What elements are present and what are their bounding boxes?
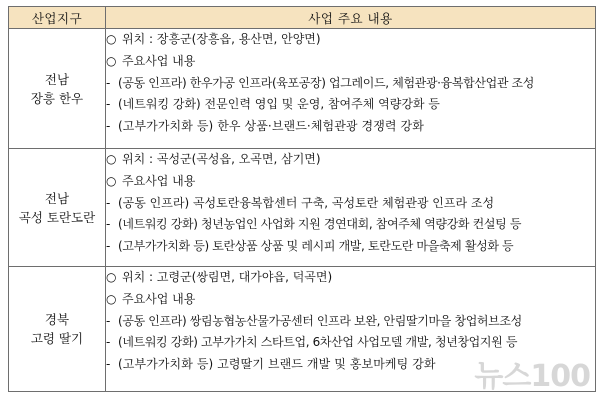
district-region: 경북 <box>44 312 70 327</box>
item-text: 위치 : 고령군(쌍림면, 대가야읍, 덕곡면) <box>122 270 333 284</box>
list-item <box>106 311 595 333</box>
dash-marker: - <box>106 313 110 328</box>
district-name: 곡성 토란도란 <box>18 209 96 225</box>
content-cell <box>106 149 596 267</box>
district-name: 고령 딸기 <box>30 331 84 346</box>
list-item <box>106 149 595 171</box>
list-item <box>106 193 595 215</box>
industry-district-table <box>8 6 596 392</box>
district-cell <box>9 267 106 392</box>
list-item <box>106 116 595 138</box>
item-text: 위치 : 장흥군(장흥읍, 용산면, 안양면) <box>122 32 321 46</box>
circle-bullet-icon: ○ <box>106 152 117 166</box>
dash-marker: - <box>106 239 110 254</box>
content-cell <box>106 29 596 149</box>
table-header-row <box>9 7 596 29</box>
circle-bullet-icon: ○ <box>106 32 117 46</box>
table-row <box>9 29 596 149</box>
item-text: 주요사업 내용 <box>122 53 196 68</box>
list-item <box>106 29 595 51</box>
circle-bullet-icon: ○ <box>106 291 117 306</box>
district-region: 전남 <box>44 71 70 87</box>
list-item <box>106 332 595 354</box>
district-cell <box>9 149 106 267</box>
dash-marker: - <box>106 217 110 232</box>
item-text: (네트워킹 강화) 전문인력 영입 및 운영, 참여주체 역량강화 등 <box>118 97 440 112</box>
item-text: (고부가가치화 등) 토란상품 상품 및 레시피 개발, 토란도란 마을축제 활성화 등 <box>118 239 514 254</box>
news-watermark-logo: 뉴스100 <box>474 359 590 394</box>
list-item <box>106 236 595 258</box>
dash-marker: - <box>106 75 110 90</box>
item-text: (고부가가치화 등) 한우 상품·브랜드·체험관광 경쟁력 강화 <box>118 119 424 134</box>
list-item <box>106 171 595 193</box>
list-item <box>106 94 595 116</box>
item-text: 주요사업 내용 <box>122 291 196 306</box>
item-text: 위치 : 곡성군(곡성읍, 오곡면, 삼기면) <box>122 152 321 166</box>
circle-bullet-icon: ○ <box>106 53 117 68</box>
item-text: (고부가가치화 등) 고령딸기 브랜드 개발 및 홍보마케팅 강화 <box>118 357 436 372</box>
list-item <box>106 73 595 95</box>
circle-bullet-icon: ○ <box>106 173 117 188</box>
dash-marker: - <box>106 119 111 134</box>
dash-marker: - <box>106 335 110 350</box>
table-row <box>9 267 596 392</box>
district-cell <box>9 29 106 149</box>
list-item <box>106 51 595 73</box>
district-region: 전남 <box>44 190 70 206</box>
item-text: (네트워킹 강화) 고부가가치 스타트업, 6차산업 사업모델 개발, 청년창업지원 등 <box>118 335 518 350</box>
table-row <box>9 149 596 267</box>
item-text: (네트워킹 강화) 청년농업인 사업화 지원 경연대회, 참여주체 역량강화 컨설팅 등 <box>118 217 522 232</box>
item-text: (공동 인프라) 쌍림농협농산물가공센터 인프라 보완, 안림딸기마을 창업허브조성 <box>118 313 522 328</box>
item-text: 주요사업 내용 <box>122 173 196 188</box>
dash-marker: - <box>106 357 111 372</box>
list-item <box>106 267 595 289</box>
dash-marker: - <box>106 195 111 210</box>
content-cell <box>106 267 596 392</box>
circle-bullet-icon: ○ <box>106 270 117 284</box>
dash-marker: - <box>106 97 111 112</box>
header-district: 산업지구 <box>9 7 106 29</box>
list-item <box>106 214 595 236</box>
item-text: (공동 인프라) 한우가공 인프라(육포공장) 업그레이드, 체험관광·융복합산업관 조성 <box>118 75 535 90</box>
list-item <box>106 354 595 376</box>
header-content: 사업 주요 내용 <box>106 7 596 29</box>
district-name: 장흥 한우 <box>30 90 84 106</box>
item-text: (공동 인프라) 곡성토란융복합센터 구축, 곡성토란 체험관광 인프라 조성 <box>118 195 495 210</box>
list-item <box>106 289 595 311</box>
